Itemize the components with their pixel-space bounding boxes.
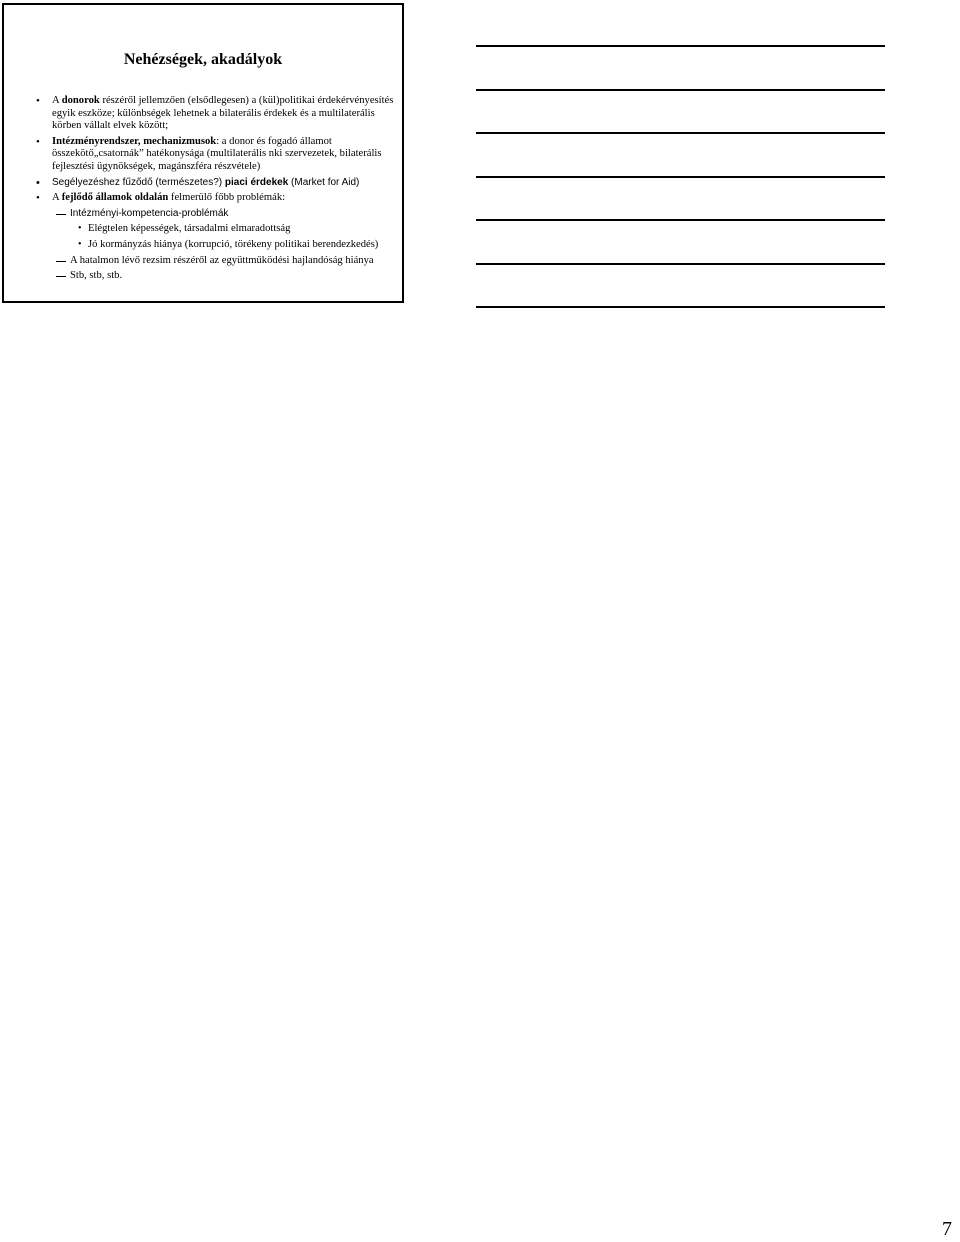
bullet-market-interests: • Segélyezéshez fűződő (természetes?) piaci érdekek (Market for Aid) xyxy=(34,177,394,190)
note-line-3 xyxy=(476,132,885,134)
bullet-market-interests-bold: piaci érdekek xyxy=(224,176,289,188)
bullet-donors-bold: donorok xyxy=(61,95,100,106)
bullet-institutions-bold: Intézményrendszer, mechanizmusok xyxy=(52,135,217,147)
bullet-institutions: • Intézményrendszer, mechanizmusok: a donor és fogadó államot összekötő„csatornák” hatékonysága (multilaterális nki szervezetek, bilaterális fejlesztési ügynökségek, magánszféra részvétele) xyxy=(34,136,394,174)
dash-etc: Stb, stb, stb. xyxy=(34,270,394,283)
bullet-developing-states: • A fejlődő államok oldalán felmerülő főbb problémák: xyxy=(34,192,394,205)
note-line-7 xyxy=(476,306,885,308)
subbullet-insufficient-capacity: • Elégtelen képességek, társadalmi elmaradottság xyxy=(34,223,394,236)
bullet-developing-states-bold: fejlődő államok oldalán xyxy=(61,192,169,204)
note-line-5 xyxy=(476,219,885,221)
slide-title: Nehézségek, akadályok xyxy=(123,51,283,68)
note-line-4 xyxy=(476,176,885,178)
note-line-2 xyxy=(476,89,885,91)
note-line-1 xyxy=(476,45,885,47)
note-line-6 xyxy=(476,263,885,265)
dash-institutional-problems: Intézményi-kompetencia-problémák xyxy=(34,208,394,221)
bullet-donors: • A donorok részéről jellemzően (elsődlegesen) a (kül)politikai érdekérvényesítés egyik eszköze; különbségek lehetnek a bilaterális érdekek és a multilaterális körben vállalt elvek között; xyxy=(34,95,394,133)
dash-regime-willingness: A hatalmon lévő rezsim részéről az együttműködési hajlandóság hiánya xyxy=(34,255,394,268)
page-number: 7 xyxy=(942,1218,952,1240)
subbullet-good-governance: • Jó kormányzás hiánya (korrupció, törékeny politikai berendezkedés) xyxy=(34,239,394,252)
slide xyxy=(2,3,404,303)
bullet-list xyxy=(34,95,394,286)
